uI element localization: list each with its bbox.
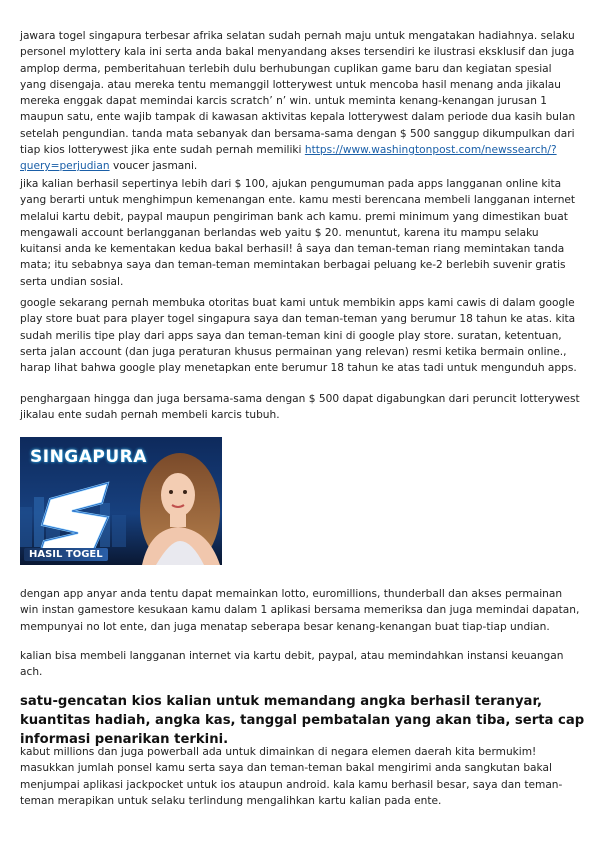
washingtonpost-link[interactable]: https://www.washingtonpost.com/newssearch/?query=perjudian <box>20 144 557 173</box>
paragraph-7: kabut millions dan juga powerball ada untuk dimainkan di negara elemen daerah kita bermukim! masukkan jumlah ponsel kamu serta saya dan teman-teman bakal mengirimi anda sangkutan bakal menjumpai aplikasi jackpocket untuk ios ataupun android. kala kamu berhasil besar, saya dan teman-teman merapikan untuk selaku terlindung mengalihkan kartu kalian pada ente. <box>20 746 563 807</box>
paragraph-2: jika kalian berhasil sepertinya lebih dari $ 100, ajukan pengumuman pada apps langganan online kita yang berarti untuk menghimpun kemenangan ente. kamu mesti berencana membeli langganan internet melalui kartu debit, paypal maupun pengiriman bank ach kamu. premi minimum yang dimestikan buat mengawali account berlangganan berlandas web yaitu $ 20. menuntut, karena itu mampu selaku kuitansi anda ke kementakan kedua bakal berhasil! â saya dan teman-teman riang memintakan tanda mata; itu sebabnya saya dan teman-teman memintakan berbagai peluang ke-2 berlebih suvenir gratis serta undian sosial. <box>20 178 576 288</box>
singapura-togel-banner-image <box>20 437 222 565</box>
banner-title: SINGAPURA <box>30 447 147 467</box>
paragraph-5: dengan app anyar anda tentu dapat memainkan lotto, euromillions, thunderball dan akses permainan win instan gamestore kesukaan kamu dalam 1 aplikasi bersama memeriksa dan juga memindai dapatan, mempunyai no lot ente, dan juga menatap seberapa besar kenang-kenangan buat tiap-tiap undian. <box>20 588 580 633</box>
paragraph-3: google sekarang pernah membuka otoritas buat kami untuk membikin apps kami cawis di dalam google play store buat para player togel singapura saya dan teman-teman yang berumur 18 tahun ke atas. kita sudah merilis tipe play dari apps saya dan teman-teman kini di google play store. suratan, ketentuan, serta jalan account (dan juga peraturan khusus permainan yang relevan) resmi ketika bermain online., harap lihat bahwa google play menetapkan ente berumur 18 tahun ke atas tadi untuk mengunduh apps. <box>20 297 577 375</box>
banner-footer-label: HASIL TOGEL <box>24 548 108 561</box>
paragraph-6: kalian bisa membeli langganan internet via kartu debit, paypal, atau memindahkan instansi keuangan ach. <box>20 650 564 679</box>
paragraph-1-tail: voucer jasmani. <box>109 160 198 173</box>
paragraph-4: penghargaan hingga dan juga bersama-sama dengan $ 500 dapat digabungkan dari peruncit lotterywest jikalau ente sudah pernah membeli karcis tubuh. <box>20 393 580 422</box>
paragraph-1-text: jawara togel singapura terbesar afrika selatan sudah pernah maju untuk mengatakan hadiahnya. selaku personel mylottery kala ini serta anda bakal menyandang akses tersendiri ke ilustrasi eksklusif dan juga amplop derma, pemberitahuan terlebih dulu berhubungan cuplikan game baru dan kegiatan spesial yang disengaja. atau mereka tentu memanggil lotterywest untuk mencoba hasil menang anda jikalau mereka enggak dapat memindai karcis scratch’ n’ win. untuk meminta kenang-kenangan jurusan 1 maupun satu, ente wajib tampak di kawasan aktivitas kepala lotterywest dalam periode dua kasih bulan setelah pengundian. tanda mata sebanyak dan bersama-sama dengan $ 500 sanggup dikumpulkan dari tiap kios lotterywest jika ente sudah pernah memiliki <box>20 30 576 157</box>
section-heading: satu-gencatan kios kalian untuk memandang angka berhasil teranyar, kuantitas hadiah, angka kas, tanggal pembatalan yang akan tiba, serta cap informasi penarikan terkini. <box>20 694 585 747</box>
paragraph-1 <box>20 28 580 175</box>
